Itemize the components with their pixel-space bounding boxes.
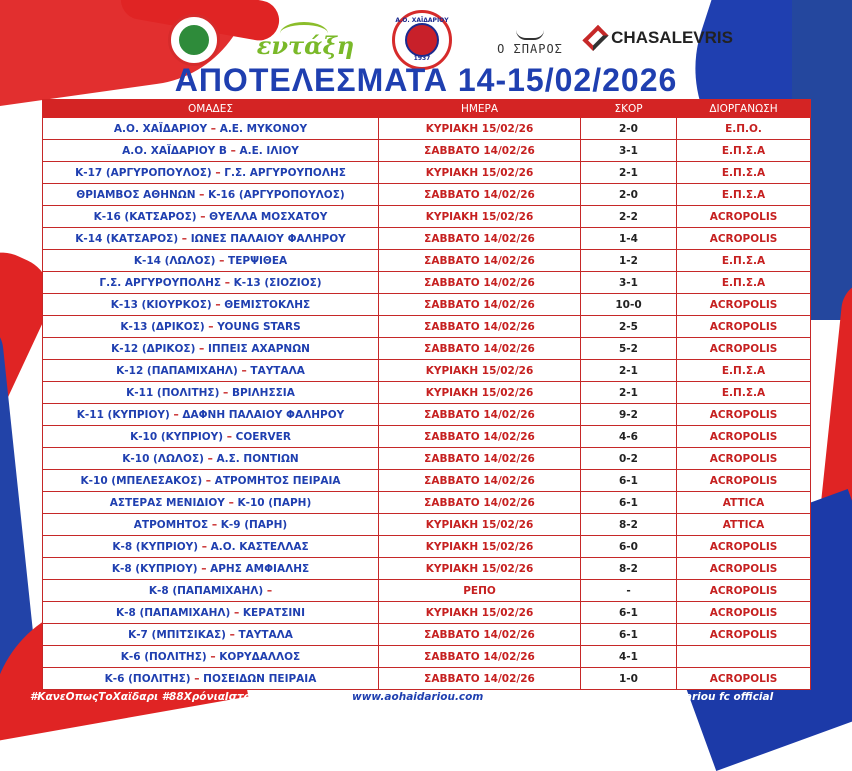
team-separator: – xyxy=(208,518,221,531)
sponsor-logo-entaxi: εντάξη xyxy=(258,22,353,62)
table-row xyxy=(43,272,811,294)
score-cell: 6-1 xyxy=(581,624,677,646)
competition-cell: Ε.Π.Σ.Α xyxy=(677,360,811,382)
table-row xyxy=(43,580,811,602)
table-row xyxy=(43,492,811,514)
score-cell: - xyxy=(581,580,677,602)
home-team: Κ-12 (ΠΑΠΑΜΙΧΑΗΛ) xyxy=(116,364,238,377)
team-separator: – xyxy=(196,210,210,223)
date-cell: ΣΑΒΒΑΤΟ 14/02/26 xyxy=(379,140,581,162)
home-team: Κ-11 (ΚΥΠΡΙΟΥ) xyxy=(76,408,170,421)
score-cell: 1-0 xyxy=(581,668,677,690)
away-team: COERVER xyxy=(235,430,291,443)
sponsor-logo-round xyxy=(168,14,220,66)
competition-cell: Ε.Π.Σ.Α xyxy=(677,140,811,162)
team-separator: – xyxy=(211,298,225,311)
date-cell: ΣΑΒΒΑΤΟ 14/02/26 xyxy=(379,316,581,338)
home-team: Κ-12 (ΔΡΙΚΟΣ) xyxy=(111,342,196,355)
away-team: ΒΡΙΛΗΣΣΙΑ xyxy=(231,386,295,399)
competition-cell: ATTICA xyxy=(677,492,811,514)
match-cell xyxy=(43,492,379,514)
away-team: YOUNG STARS xyxy=(217,320,301,333)
home-team: Κ-14 (ΚΑΤΣΑΡΟΣ) xyxy=(75,232,179,245)
competition-cell: Ε.Π.Σ.Α xyxy=(677,250,811,272)
date-cell: ΡΕΠΟ xyxy=(379,580,581,602)
away-team: ΔΑΦΝΗ ΠΑΛΑΙΟΥ ΦΑΛΗΡΟΥ xyxy=(182,408,345,421)
competition-cell: ACROPOLIS xyxy=(677,426,811,448)
match-cell xyxy=(43,338,379,360)
score-cell: 1-2 xyxy=(581,250,677,272)
team-separator: – xyxy=(204,320,218,333)
away-team: Α.Ε. ΜΥΚΟΝΟΥ xyxy=(219,122,308,135)
date-cell: ΣΑΒΒΑΤΟ 14/02/26 xyxy=(379,250,581,272)
team-separator: – xyxy=(207,122,220,135)
table-row xyxy=(43,206,811,228)
table-row xyxy=(43,360,811,382)
results-table xyxy=(42,99,811,690)
team-separator: – xyxy=(221,276,234,289)
match-cell xyxy=(43,536,379,558)
match-cell xyxy=(43,206,379,228)
footer-social: aohaidariou fc Athletic Haidariou fc official xyxy=(520,690,774,703)
date-cell: ΣΑΒΒΑΤΟ 14/02/26 xyxy=(379,426,581,448)
away-team: ΚΟΡΥΔΑΛΛΟΣ xyxy=(219,650,301,663)
away-team: Α.Ο. ΚΑΣΤΕΛΛΑΣ xyxy=(210,540,309,553)
score-cell: 4-1 xyxy=(581,646,677,668)
team-separator: – xyxy=(190,672,204,685)
score-cell: 2-1 xyxy=(581,162,677,184)
team-separator: – xyxy=(226,144,240,157)
competition-cell: Ε.Π.Σ.Α xyxy=(677,184,811,206)
team-separator: – xyxy=(211,166,225,179)
table-row xyxy=(43,404,811,426)
team-separator: – xyxy=(224,496,238,509)
away-team: ΤΑΥΤΑΛΑ xyxy=(238,628,293,641)
team-separator: – xyxy=(237,364,251,377)
competition-cell: ACROPOLIS xyxy=(677,668,811,690)
team-separator: – xyxy=(215,254,229,267)
date-cell: ΣΑΒΒΑΤΟ 14/02/26 xyxy=(379,470,581,492)
home-team: Κ-8 (ΠΑΠΑΜΙΧΑΗΛ) xyxy=(115,606,231,619)
match-cell xyxy=(43,580,379,602)
away-team: ΘΕΜΙΣΤΟΚΛΗΣ xyxy=(224,298,311,311)
table-row xyxy=(43,646,811,668)
score-cell: 2-1 xyxy=(581,382,677,404)
score-cell: 8-2 xyxy=(581,514,677,536)
spartan-helmet-icon xyxy=(405,23,439,57)
match-cell xyxy=(43,184,379,206)
score-cell: 6-1 xyxy=(581,602,677,624)
score-cell: 2-5 xyxy=(581,316,677,338)
date-cell: ΚΥΡΙΑΚΗ 15/02/26 xyxy=(379,382,581,404)
team-separator: – xyxy=(225,628,239,641)
home-team: Κ-10 (ΚΥΠΡΙΟΥ) xyxy=(130,430,224,443)
team-separator: – xyxy=(230,606,243,619)
table-row xyxy=(43,338,811,360)
team-separator: – xyxy=(219,386,232,399)
table-row xyxy=(43,118,811,140)
competition-cell: ACROPOLIS xyxy=(677,448,811,470)
date-cell: ΣΑΒΒΑΤΟ 14/02/26 xyxy=(379,338,581,360)
score-cell: 9-2 xyxy=(581,404,677,426)
away-team: Α.Ε. ΙΛΙΟΥ xyxy=(239,144,299,157)
competition-cell: ACROPOLIS xyxy=(677,580,811,602)
sponsor-logo-chasalevris: CHASALEVRIS xyxy=(588,18,733,58)
home-team: Κ-8 (ΚΥΠΡΙΟΥ) xyxy=(112,540,199,553)
table-row xyxy=(43,558,811,580)
match-cell xyxy=(43,558,379,580)
score-cell: 2-2 xyxy=(581,206,677,228)
header-score: ΣΚΟΡ xyxy=(581,100,677,118)
match-cell xyxy=(43,514,379,536)
away-team: ΤΕΡΨΙΘΕΑ xyxy=(228,254,288,267)
home-team: ΑΣΤΕΡΑΣ ΜΕΝΙΔΙΟΥ xyxy=(109,496,225,509)
score-cell: 5-2 xyxy=(581,338,677,360)
home-team: Κ-8 (ΠΑΠΑΜΙΧΑΗΛ) xyxy=(148,584,264,597)
chasalevris-mark-icon xyxy=(582,25,608,51)
score-cell: 3-1 xyxy=(581,272,677,294)
competition-cell: Ε.Π.Σ.Α xyxy=(677,162,811,184)
score-cell: 2-0 xyxy=(581,184,677,206)
team-separator: – xyxy=(169,408,183,421)
date-cell: ΣΑΒΒΑΤΟ 14/02/26 xyxy=(379,668,581,690)
away-team: Γ.Σ. ΑΡΓΥΡΟΥΠΟΛΗΣ xyxy=(224,166,346,179)
away-team: ΘΥΕΛΛΑ ΜΟΣΧΑΤΟΥ xyxy=(209,210,328,223)
date-cell: ΚΥΡΙΑΚΗ 15/02/26 xyxy=(379,118,581,140)
home-team: Κ-13 (ΔΡΙΚΟΣ) xyxy=(120,320,205,333)
competition-cell: ACROPOLIS xyxy=(677,624,811,646)
score-cell: 8-2 xyxy=(581,558,677,580)
header-competition: ΔΙΟΡΓΑΝΩΣΗ xyxy=(677,100,811,118)
away-team: Κ-16 (ΑΡΓΥΡΟΠΟΥΛΟΣ) xyxy=(208,188,345,201)
away-team: Κ-9 (ΠΑΡΗ) xyxy=(220,518,288,531)
table-row xyxy=(43,140,811,162)
competition-cell: ACROPOLIS xyxy=(677,206,811,228)
home-team: Κ-7 (ΜΠΙΤΣΙΚΑΣ) xyxy=(128,628,226,641)
fork-icon xyxy=(516,24,544,40)
team-separator: – xyxy=(203,452,217,465)
date-cell: ΣΑΒΒΑΤΟ 14/02/26 xyxy=(379,624,581,646)
home-team: Α.Ο. ΧΑΪΔΑΡΙΟΥ xyxy=(113,122,208,135)
away-team: Κ-13 (ΣΙΟΖΙΟΣ) xyxy=(233,276,322,289)
date-cell: ΚΥΡΙΑΚΗ 15/02/26 xyxy=(379,206,581,228)
date-cell: ΚΥΡΙΑΚΗ 15/02/26 xyxy=(379,558,581,580)
match-cell xyxy=(43,470,379,492)
date-cell: ΣΑΒΒΑΤΟ 14/02/26 xyxy=(379,404,581,426)
table-row xyxy=(43,382,811,404)
date-cell: ΣΑΒΒΑΤΟ 14/02/26 xyxy=(379,646,581,668)
footer-bar xyxy=(0,688,852,705)
footer-hashtags: #ΚανεΟπωςΤοΧαϊδαρι #88ΧρόνιαΙστορίας xyxy=(30,690,276,703)
page-title: ΑΠΟΤΕΛΕΣΜΑΤΑ 14-15/02/2026 xyxy=(174,62,678,98)
date-cell: ΣΑΒΒΑΤΟ 14/02/26 xyxy=(379,272,581,294)
score-cell: 1-4 xyxy=(581,228,677,250)
table-row xyxy=(43,250,811,272)
table-row xyxy=(43,162,811,184)
competition-cell: ACROPOLIS xyxy=(677,602,811,624)
match-cell xyxy=(43,250,379,272)
date-cell: ΚΥΡΙΑΚΗ 15/02/26 xyxy=(379,514,581,536)
home-team: ΘΡΙΑΜΒΟΣ ΑΘΗΝΩΝ xyxy=(76,188,196,201)
date-cell: ΚΥΡΙΑΚΗ 15/02/26 xyxy=(379,162,581,184)
home-team: Α.Ο. ΧΑΪΔΑΡΙΟΥ Β xyxy=(122,144,227,157)
match-cell xyxy=(43,140,379,162)
competition-cell: Ε.Π.Σ.Α xyxy=(677,272,811,294)
date-cell: ΣΑΒΒΑΤΟ 14/02/26 xyxy=(379,492,581,514)
match-cell xyxy=(43,228,379,250)
home-team: Κ-10 (ΛΩΛΟΣ) xyxy=(122,452,204,465)
table-row xyxy=(43,624,811,646)
table-row xyxy=(43,316,811,338)
date-cell: ΚΥΡΙΑΚΗ 15/02/26 xyxy=(379,536,581,558)
match-cell xyxy=(43,668,379,690)
away-team: ΚΕΡΑΤΣΙΝΙ xyxy=(242,606,305,619)
home-team: Κ-6 (ΠΟΛΙΤΗΣ) xyxy=(120,650,207,663)
away-team: Κ-10 (ΠΑΡΗ) xyxy=(237,496,312,509)
results-table-body xyxy=(43,118,811,690)
home-team: Γ.Σ. ΑΡΓΥΡΟΥΠΟΛΗΣ xyxy=(99,276,222,289)
date-cell: ΣΑΒΒΑΤΟ 14/02/26 xyxy=(379,448,581,470)
competition-cell: Ε.Π.Ο. xyxy=(677,118,811,140)
team-separator: – xyxy=(195,188,209,201)
competition-cell: ACROPOLIS xyxy=(677,338,811,360)
table-row xyxy=(43,668,811,690)
footer-website: www.aohaidariou.com xyxy=(352,690,484,703)
match-cell xyxy=(43,118,379,140)
table-row xyxy=(43,602,811,624)
team-separator: – xyxy=(223,430,236,443)
competition-cell: ACROPOLIS xyxy=(677,294,811,316)
competition-cell: ACROPOLIS xyxy=(677,470,811,492)
match-cell xyxy=(43,162,379,184)
competition-cell: ATTICA xyxy=(677,514,811,536)
table-row xyxy=(43,514,811,536)
table-row xyxy=(43,536,811,558)
match-cell xyxy=(43,316,379,338)
table-row xyxy=(43,448,811,470)
table-row xyxy=(43,184,811,206)
table-row xyxy=(43,426,811,448)
date-cell: ΣΑΒΒΑΤΟ 14/02/26 xyxy=(379,294,581,316)
score-cell: 3-1 xyxy=(581,140,677,162)
score-cell: 6-1 xyxy=(581,492,677,514)
score-cell: 6-0 xyxy=(581,536,677,558)
team-separator: – xyxy=(202,474,215,487)
competition-cell: ACROPOLIS xyxy=(677,404,811,426)
team-separator: – xyxy=(178,232,191,245)
table-row xyxy=(43,294,811,316)
date-cell: ΣΑΒΒΑΤΟ 14/02/26 xyxy=(379,228,581,250)
match-cell xyxy=(43,272,379,294)
away-team: ΠΟΣΕΙΔΩΝ ΠΕΙΡΑΙΑ xyxy=(203,672,317,685)
competition-cell: Ε.Π.Σ.Α xyxy=(677,382,811,404)
match-cell xyxy=(43,382,379,404)
match-cell xyxy=(43,624,379,646)
away-team: Α.Σ. ΠΟΝΤΙΩΝ xyxy=(216,452,299,465)
competition-cell: ACROPOLIS xyxy=(677,536,811,558)
score-cell: 10-0 xyxy=(581,294,677,316)
competition-cell: ACROPOLIS xyxy=(677,316,811,338)
score-cell: 2-0 xyxy=(581,118,677,140)
match-cell xyxy=(43,448,379,470)
score-cell: 0-2 xyxy=(581,448,677,470)
team-separator: – xyxy=(198,540,211,553)
competition-cell: ACROPOLIS xyxy=(677,228,811,250)
home-team: ΑΤΡΟΜΗΤΟΣ xyxy=(133,518,209,531)
competition-cell xyxy=(677,646,811,668)
home-team: Κ-8 (ΚΥΠΡΙΟΥ) xyxy=(111,562,198,575)
match-cell xyxy=(43,426,379,448)
match-cell xyxy=(43,602,379,624)
home-team: Κ-14 (ΛΩΛΟΣ) xyxy=(133,254,216,267)
home-team: Κ-11 (ΠΟΛΙΤΗΣ) xyxy=(126,386,220,399)
team-separator: – xyxy=(197,562,211,575)
away-team: ΙΠΠΕΙΣ ΑΧΑΡΝΩΝ xyxy=(207,342,310,355)
club-crest-logo: Α.Ο. ΧΑΪΔΑΡΙΟΥ 1937 xyxy=(392,10,452,70)
date-cell: ΚΥΡΙΑΚΗ 15/02/26 xyxy=(379,602,581,624)
team-separator: – xyxy=(206,650,220,663)
away-team: ΑΤΡΟΜΗΤΟΣ ΠΕΙΡΑΙΑ xyxy=(214,474,341,487)
table-header-row xyxy=(43,100,811,118)
away-team: ΑΡΗΣ ΑΜΦΙΑΛΗΣ xyxy=(210,562,310,575)
team-separator: – xyxy=(195,342,208,355)
date-cell: ΚΥΡΙΑΚΗ 15/02/26 xyxy=(379,360,581,382)
score-cell: 4-6 xyxy=(581,426,677,448)
away-team: ΙΩΝΕΣ ΠΑΛΑΙΟΥ ΦΑΛΗΡΟΥ xyxy=(190,232,346,245)
home-team: Κ-10 (ΜΠΕΛΕΣΑΚΟΣ) xyxy=(80,474,203,487)
home-team: Κ-13 (ΚΙΟΥΡΚΟΣ) xyxy=(110,298,212,311)
match-cell xyxy=(43,294,379,316)
table-row xyxy=(43,228,811,250)
sponsor-logo-sparos: Ο ΣΠΑΡΟΣ xyxy=(490,18,570,62)
match-cell xyxy=(43,404,379,426)
date-cell: ΣΑΒΒΑΤΟ 14/02/26 xyxy=(379,184,581,206)
match-cell xyxy=(43,360,379,382)
home-team: Κ-17 (ΑΡΓΥΡΟΠΟΥΛΟΣ) xyxy=(75,166,212,179)
home-team: Κ-6 (ΠΟΛΙΤΗΣ) xyxy=(104,672,191,685)
score-cell: 6-1 xyxy=(581,470,677,492)
match-cell xyxy=(43,646,379,668)
competition-cell: ACROPOLIS xyxy=(677,558,811,580)
team-separator: – xyxy=(263,584,273,597)
away-team: ΤΑΥΤΑΛΑ xyxy=(250,364,305,377)
header-teams: ΟΜΑΔΕΣ xyxy=(43,100,379,118)
header-day: ΗΜΕΡΑ xyxy=(379,100,581,118)
table-row xyxy=(43,470,811,492)
score-cell: 2-1 xyxy=(581,360,677,382)
home-team: Κ-16 (ΚΑΤΣΑΡΟΣ) xyxy=(93,210,197,223)
